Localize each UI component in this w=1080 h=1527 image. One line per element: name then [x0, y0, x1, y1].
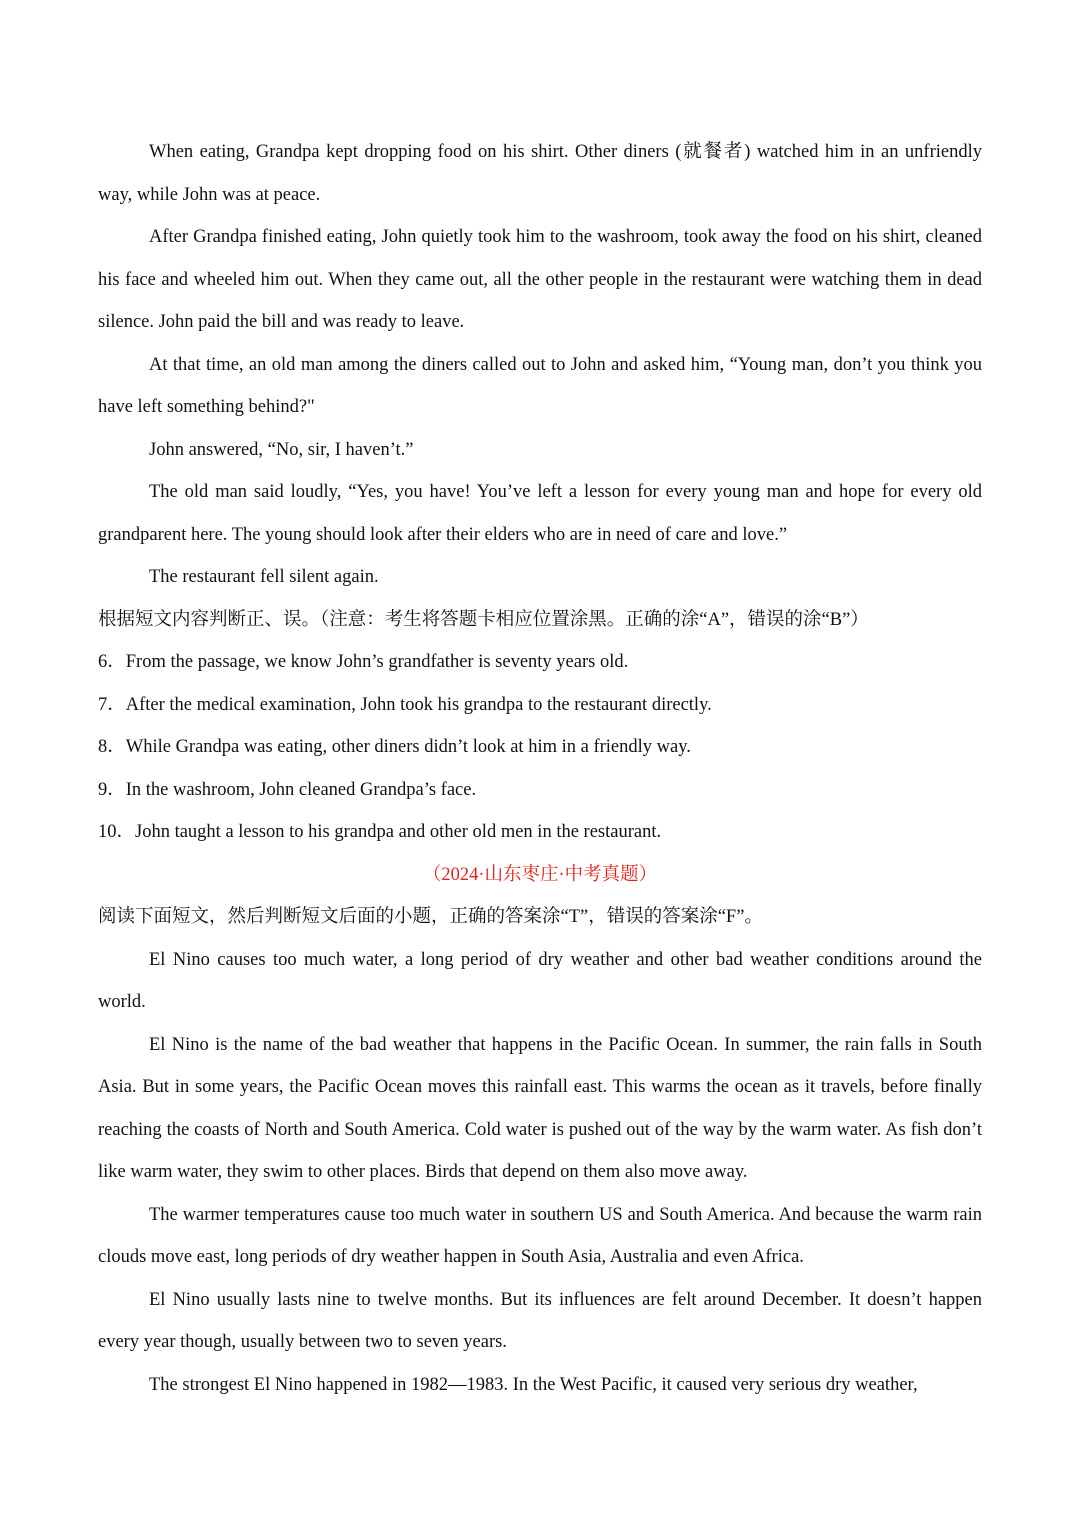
passage2-paragraph-4: El Nino usually lasts nine to twelve months. But its influences are felt around December. It doesn’t happen every year though, usually between two to seven years. [98, 1289, 982, 1352]
passage2-paragraph-3: The warmer temperatures cause too much water in southern US and South America. And because the warm rain clouds move east, long periods of dry weather happen in South Asia, Australia and even Africa. [98, 1204, 982, 1267]
passage2-instruction: 阅读下面短文，然后判断短文后面的小题，正确的答案涂“T”，错误的答案涂“F”。 [98, 907, 763, 927]
passage2-paragraph-5: The strongest El Nino happened in 1982—1983. In the West Pacific, it caused very serious dry weather, [149, 1374, 918, 1395]
question-8: 8．While Grandpa was eating, other diners didn’t look at him in a friendly way. [98, 737, 691, 757]
question-6: 6．From the passage, we know John’s grandfather is seventy years old. [98, 652, 629, 672]
question-10: 10．John taught a lesson to his grandpa and other old men in the restaurant. [98, 822, 662, 842]
question-7: 7．After the medical examination, John took his grandpa to the restaurant directly. [98, 694, 712, 715]
passage1-instruction: 根据短文内容判断正、误。（注意：考生将答题卡相应位置涂黑。正确的涂“A”，错误的涂“B”） [98, 609, 869, 630]
question-9: 9．In the washroom, John cleaned Grandpa’s face. [98, 779, 477, 800]
passage1-paragraph-4: John answered, “No, sir, I haven’t.” [149, 439, 414, 460]
passage2-source: （2024·山东枣庄·中考真题） [422, 864, 658, 885]
passage1-paragraph-6: The restaurant fell silent again. [149, 567, 379, 587]
document-content [98, 131, 982, 1406]
passage1-paragraph-3: At that time, an old man among the diners called out to John and asked him, “Young man, don’t you think you have left something behind?" [98, 354, 982, 417]
passage2-paragraph-1: El Nino causes too much water, a long period of dry weather and other bad weather conditions around the world. [98, 949, 982, 1012]
passage1-paragraph-1: When eating, Grandpa kept dropping food on his shirt. Other diners (就餐者) watched him in an unfriendly way, while John was at peace. [98, 142, 982, 205]
passage1-paragraph-5: The old man said loudly, “Yes, you have! You’ve left a lesson for every young man and hope for every old grandparent here. The young should look after their elders who are in need of care and love.” [98, 482, 982, 545]
passage1-paragraph-2: After Grandpa finished eating, John quietly took him to the washroom, took away the food on his shirt, cleaned his face and wheeled him out. When they came out, all the other people in the restaurant were watching them in dead silence. John paid the bill and was ready to leave. [98, 227, 982, 332]
passage2-paragraph-2: El Nino is the name of the bad weather that happens in the Pacific Ocean. In summer, the rain falls in South Asia. But in some years, the Pacific Ocean moves this rainfall east. This warms the ocean as it travels, before finally reaching the coasts of North and South America. Cold water is pushed out of the way by the warm water. As fish don’t like warm water, they swim to other places. Birds that depend on them also move away. [98, 1034, 982, 1182]
